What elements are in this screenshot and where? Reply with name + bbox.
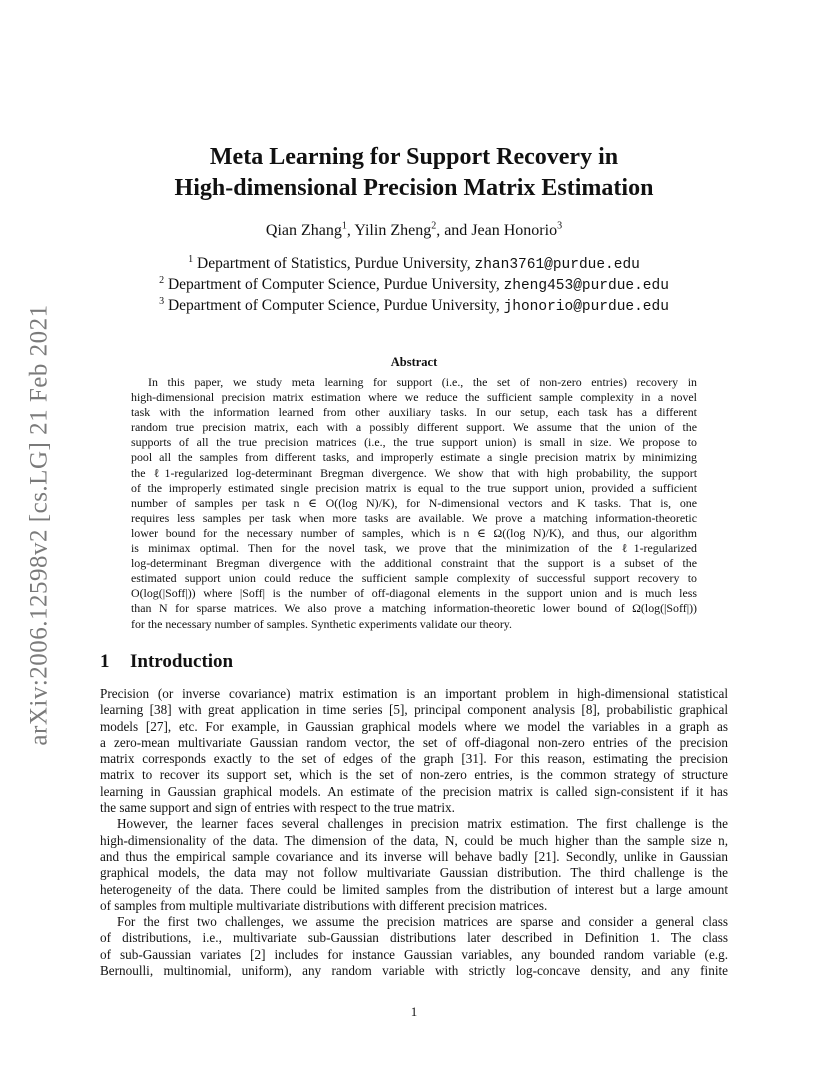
- abstract-line: high-dimensional precision matrix estimation where we reduce the sufficient sample complexity in a novel: [131, 390, 697, 405]
- abstract-line: lower bound for the necessary number of samples, which is n ∈ Ω((log N)/K), and thus, our algorithm: [131, 525, 697, 540]
- affiliation: [100, 296, 728, 317]
- author-name: Jean Honorio: [471, 222, 558, 239]
- body-line: heterogeneity of the data. There could be limited samples from the distribution of interest but a large amount: [100, 881, 728, 897]
- body-line: a zero-mean multivariate Gaussian random vector, the set of off-diagonal non-zero entries of the precision: [100, 734, 728, 750]
- abstract-line: for the necessary number of samples. Synthetic experiments validate our theory.: [131, 616, 512, 631]
- affiliation-text: Department of Statistics, Purdue University,: [197, 255, 475, 272]
- body-line: of samples from multiple multivariate distributions with different precision matrices.: [100, 897, 548, 913]
- affiliation-text: Department of Computer Science, Purdue University,: [167, 276, 504, 293]
- body-line: and thus the empirical sample covariance and its inverse will behave badly [21]. Secondly, unlike in Gaussian: [100, 848, 728, 864]
- body-line: However, the learner faces several challenges in precision matrix estimation. The first challenge is the: [117, 816, 728, 832]
- author-email: zhan3761@purdue.edu: [474, 257, 640, 273]
- arxiv-identifier-text: arXiv:2006.12598v2 [cs.LG] 21 Feb 2021: [26, 304, 54, 746]
- body-line: Precision (or inverse covariance) matrix estimation is an important problem in high-dimensional statistical: [100, 686, 728, 701]
- arxiv-identifier-stamp: [20, 290, 60, 760]
- abstract-line: the ℓ1-regularized log-determinant Bregman divergence. We show that with high probability, the support: [131, 465, 697, 480]
- author-mark: 3: [557, 220, 563, 232]
- author-email: zheng453@purdue.edu: [503, 278, 669, 294]
- affiliation: [100, 254, 728, 275]
- abstract-line: supports of all the true precision matrices (i.e., the true support union) is small in size. We propose to: [131, 435, 697, 450]
- author-separator: ,: [346, 222, 355, 239]
- body-line: models [27], etc. For example, in Gaussian graphical models where we model the variables in a graph as: [100, 718, 728, 734]
- affiliation-list: [100, 254, 728, 317]
- body-line: high-dimensionality of the data. The dimension of the data, N, could be much higher than the sample size n,: [100, 832, 728, 848]
- author-mark: 2: [431, 220, 437, 232]
- affiliation-mark: 3: [159, 295, 165, 307]
- abstract-line: pool all the samples from different tasks, and improperly estimate a single precision matrix by minimizing: [131, 450, 697, 465]
- abstract-line: number of samples per task n ∈ O((log N)/K), for N-dimensional vectors and K tasks. That is, one: [131, 495, 697, 510]
- body-line: Bernoulli, multinomial, uniform), any random variable with strictly log-concave density, and any finite: [100, 963, 728, 979]
- abstract-line: than N for sparse matrices. We also prove a matching information-theoretic lower bound of Ω(log(|Soff|)): [131, 601, 697, 616]
- abstract-line: task with the information learned from other auxiliary tasks. In our setup, each task has a different: [131, 405, 697, 420]
- title-line: High-dimensional Precision Matrix Estimation: [174, 175, 654, 201]
- affiliation-mark: 1: [188, 253, 194, 265]
- abstract-line: is minimax optimal. Then for the novel task, we prove that the minimization of the ℓ1-regularized: [131, 541, 697, 556]
- author-name: Yilin Zheng: [354, 222, 432, 239]
- abstract-line: requires less samples per task when more tasks are available. We prove a matching information-theoretic: [131, 510, 697, 525]
- author-name: Qian Zhang: [265, 222, 342, 239]
- section-heading: [100, 651, 233, 673]
- body-line: of distributions, i.e., multivariate sub-Gaussian distributions later described in Definition 1. The class: [100, 930, 728, 946]
- abstract-line: In this paper, we study meta learning for support (i.e., the set of non-zero entries) recovery in: [148, 375, 697, 389]
- affiliation-text: Department of Computer Science, Purdue University,: [167, 297, 504, 314]
- body-line: learning [38] with great application in time series [5], principal component analysis [8], probabilistic graphical: [100, 702, 728, 718]
- affiliation-mark: 2: [159, 274, 165, 286]
- body-line: matrix to recover its support set, which is the set of non-zero entries, is the common strategy of structure: [100, 767, 728, 783]
- affiliation: [100, 275, 728, 296]
- abstract-body: [131, 375, 697, 632]
- body-line: For the first two challenges, we assume the precision matrices are sparse and consider a general class: [117, 914, 728, 930]
- author-email: jhonorio@purdue.edu: [503, 299, 669, 315]
- paper-title: [100, 142, 728, 204]
- body-line: of sub-Gaussian variates [2] includes for instance Gaussian variables, any bounded random variable (e.g.: [100, 946, 728, 962]
- author-mark: 1: [341, 220, 347, 232]
- abstract-line: estimated support union could reduce the sufficient sample complexity of successful support recovery to: [131, 571, 697, 586]
- abstract-line: random true precision matrix, each with a possibly different support. We assume that the union of the: [131, 420, 697, 435]
- abstract-line: O(log(|Soff|)) where |Soff| is the number of off-diagonal elements in the support union and is much less: [131, 586, 697, 601]
- page-number: 1: [410, 1004, 418, 1019]
- body-line: matrix corresponds exactly to the set of edges of the graph [31]. For this reason, estimating the precision: [100, 751, 728, 767]
- body-line: the same support and sign of entries with respect to the true matrix.: [100, 800, 455, 816]
- body-line: graphical models, the data may not follow multivariate Gaussian distribution. The third challenge is the: [100, 865, 728, 881]
- author-list: [100, 222, 728, 240]
- body-line: learning in Gaussian graphical models. An estimate of the precision matrix is called sign-consistent if it has: [100, 783, 728, 799]
- section-number: 1: [100, 651, 110, 672]
- abstract-line: of the improperly estimated single precision matrix is equal to the true support union, provided a sufficient: [131, 480, 697, 495]
- author-separator: , and: [436, 222, 472, 239]
- title-line: Meta Learning for Support Recovery in: [209, 144, 619, 170]
- section-title: Introduction: [130, 651, 234, 672]
- abstract-line: log-determinant Bregman divergence with the additional constraint that the support is a subset of the: [131, 556, 697, 571]
- abstract-heading: Abstract: [390, 355, 438, 369]
- introduction-body: [100, 686, 728, 979]
